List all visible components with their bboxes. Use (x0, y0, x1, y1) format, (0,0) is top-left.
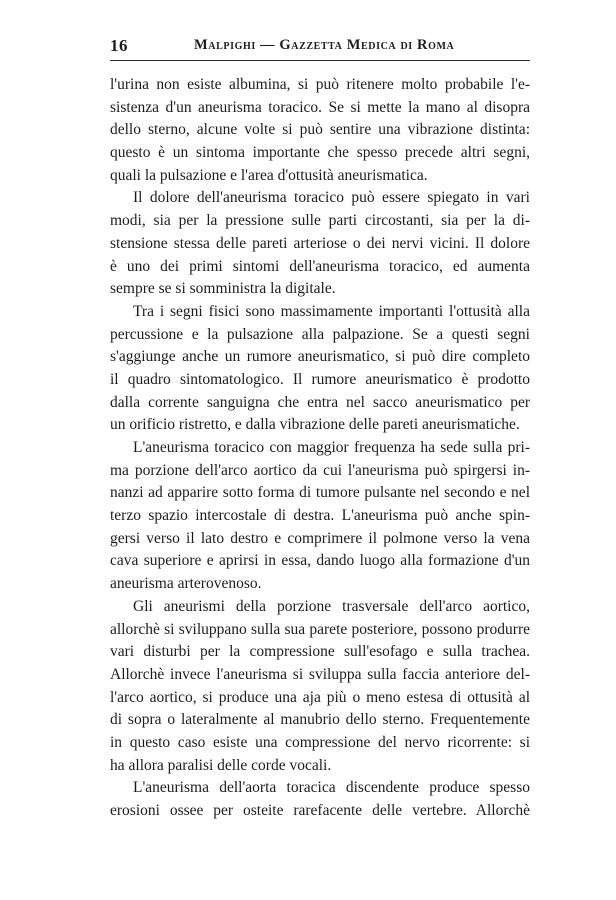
text-line: dello sterno, alcune volte si può sentire una vibrazione distinta: (110, 121, 530, 139)
text-line: in questo caso esiste una compressione del nervo ricorrente: si (110, 733, 530, 751)
text-line: L'aneurisma dell'aorta toracica discendente produce spesso (133, 779, 530, 797)
text-line: Il dolore dell'aneurisma toracico può essere spiegato in vari (133, 189, 530, 207)
text-line: questo è un sintoma importante che spesso precede altri segni, (110, 144, 530, 162)
text-line: gersi verso il lato destro e comprimere il polmone verso la vena (110, 529, 530, 547)
text-line: stensione stessa delle pareti arteriose o dei nervi vicini. Il dolore (110, 234, 530, 252)
running-head: Malpighi — Gazzetta Medica di Roma (194, 37, 455, 53)
text-line: terzo spazio intercostale di destra. L'aneurisma può anche spin- (110, 507, 530, 525)
page-header (110, 36, 528, 58)
text-line: s'aggiunge anche un rumore aneurismatico, si può dire completo (110, 348, 530, 366)
body-text (110, 74, 530, 823)
text-line: quali la pulsazione e l'area d'ottusità aneurismatica. (110, 166, 428, 184)
text-line: dalla corrente sanguigna che entra nel sacco aneurismatico per (110, 393, 530, 411)
text-line: ma porzione dell'arco aortico da cui l'aneurisma può spirgersi in- (110, 461, 530, 479)
text-line: l'urina non esiste albumina, si può ritenere molto probabile l'e- (110, 76, 530, 93)
text-line: L'aneurisma toracico con maggior frequenza ha sede sulla pri- (133, 439, 530, 456)
text-line: il quadro sintomatologico. Il rumore aneurismatico è prodotto (110, 370, 530, 388)
text-line: allorchè si sviluppano sulla sua parete posteriore, possono produrre (110, 620, 530, 638)
text-line: sistenza d'un aneurisma toracico. Se si mette la mano al disopra (110, 98, 530, 116)
text-line: Tra i segni fisici sono massimamente importanti l'ottusità alla (133, 302, 530, 320)
text-line: aneurisma arterovenoso. (110, 575, 262, 593)
text-line: vari disturbi per la compressione sull'esofago e sulla trachea. (110, 643, 530, 661)
text-line: l'arco aortico, si produce una aja più o meno estesa di ottusità al (110, 688, 530, 706)
page-number: 16 (110, 36, 128, 55)
text-line: erosioni ossee per osteite rarefacente delle vertebre. Allorchè (110, 802, 530, 819)
text-line: Allorchè invece l'aneurisma si sviluppa sulla faccia anteriore del- (110, 665, 530, 683)
text-line: percussione e la pulsazione alla palpazione. Se a questi segni (110, 325, 530, 343)
text-line: sempre se si somministra la digitale. (110, 280, 336, 298)
text-line: Gli aneurismi della porzione trasversale dell'arco aortico, (133, 597, 530, 615)
text-line: ha allora paralisi delle corde vocali. (110, 756, 332, 774)
text-line: è uno dei primi sintomi dell'aneurisma toracico, ed aumenta (110, 257, 530, 275)
text-line: un orificio ristretto, e dalla vibrazione delle pareti aneurismatiche. (110, 416, 520, 434)
text-line: modi, sia per la pressione sulle parti circostanti, sia per la di- (110, 212, 530, 230)
text-line: cava superiore e aprirsi in essa, dando luogo alla formazione d'un (110, 552, 530, 570)
text-line: nanzi ad apparire sotto forma di tumore pulsante nel secondo e nel (110, 484, 530, 502)
header-rule (110, 60, 530, 61)
text-line: di sopra o lateralmente al manubrio dello sterno. Frequentemente (110, 711, 530, 729)
